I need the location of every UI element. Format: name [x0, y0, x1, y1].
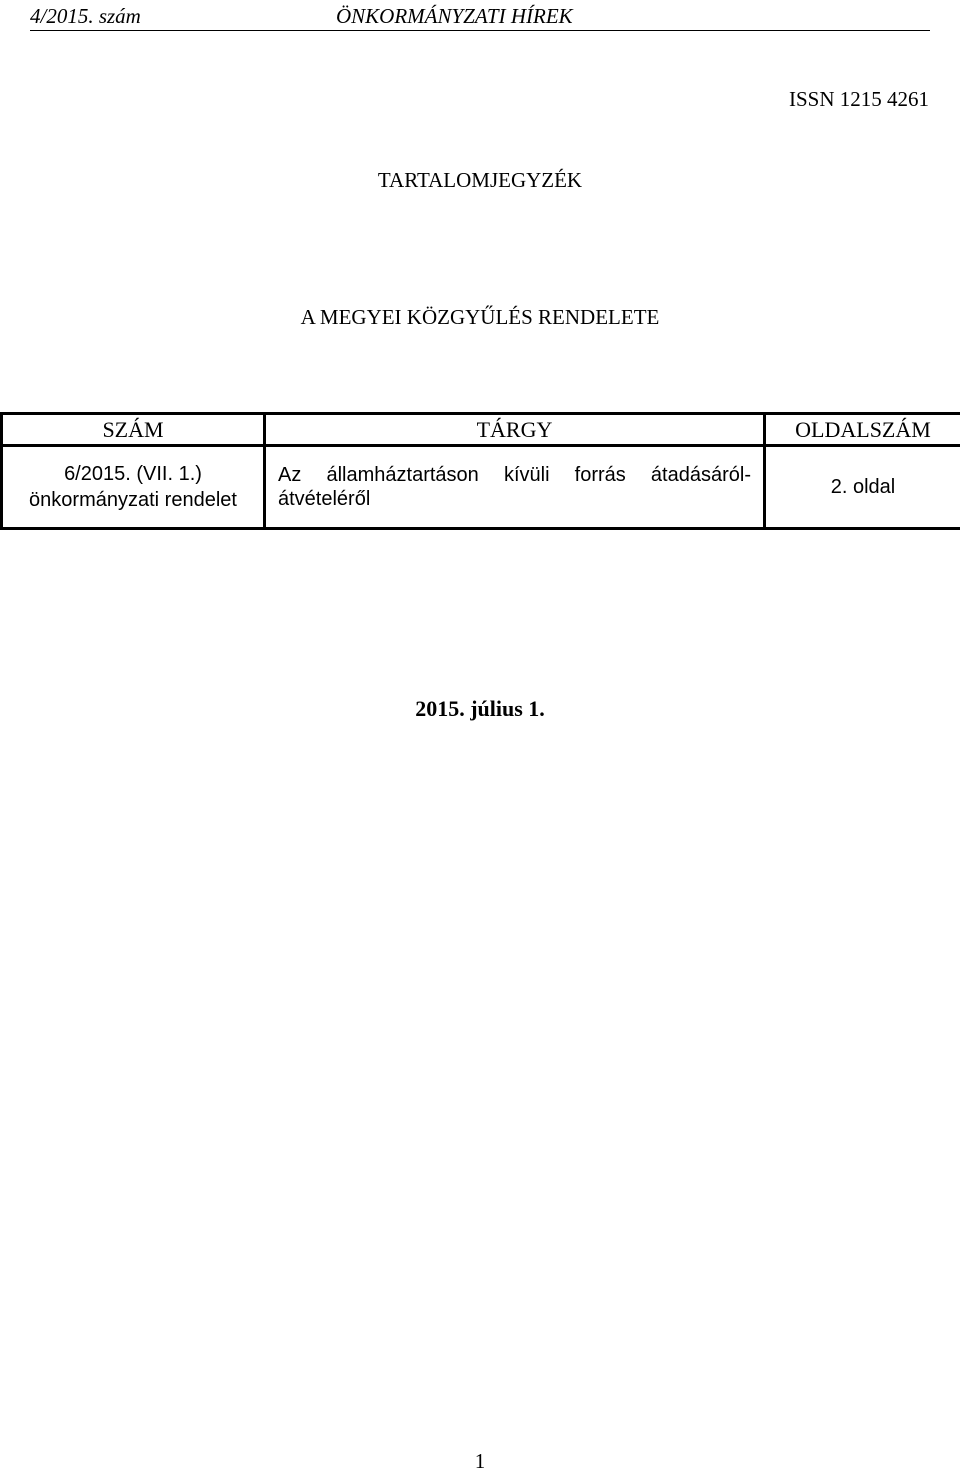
header-targy: TÁRGY: [265, 414, 765, 446]
header-oldalszam: OLDALSZÁM: [765, 414, 960, 446]
toc-table: [0, 412, 960, 530]
section-title: A MEGYEI KÖZGYŰLÉS RENDELETE: [300, 305, 660, 329]
page-number: 1: [474, 1449, 486, 1473]
toc-title: TARTALOMJEGYZÉK: [377, 168, 583, 192]
row-targy: Az államháztartáson kívüli forrás átadásáról-átvételéről: [265, 446, 765, 529]
issue-number: 4/2015. szám: [30, 4, 141, 28]
publication-title: ÖNKORMÁNYZATI HÍREK: [336, 4, 573, 28]
publication-date: 2015. július 1.: [415, 696, 545, 721]
row-szam-line2: önkormányzati rendelet: [29, 489, 237, 511]
row-oldal: 2. oldal: [765, 446, 960, 529]
toc-header-row: [2, 414, 960, 446]
issn: ISSN 1215 4261: [788, 87, 929, 111]
table-row: [2, 446, 960, 529]
header-szam: SZÁM: [2, 414, 265, 446]
header-rule: [30, 30, 930, 31]
row-szam: [2, 446, 265, 529]
row-szam-line1: 6/2015. (VII. 1.): [64, 463, 202, 485]
